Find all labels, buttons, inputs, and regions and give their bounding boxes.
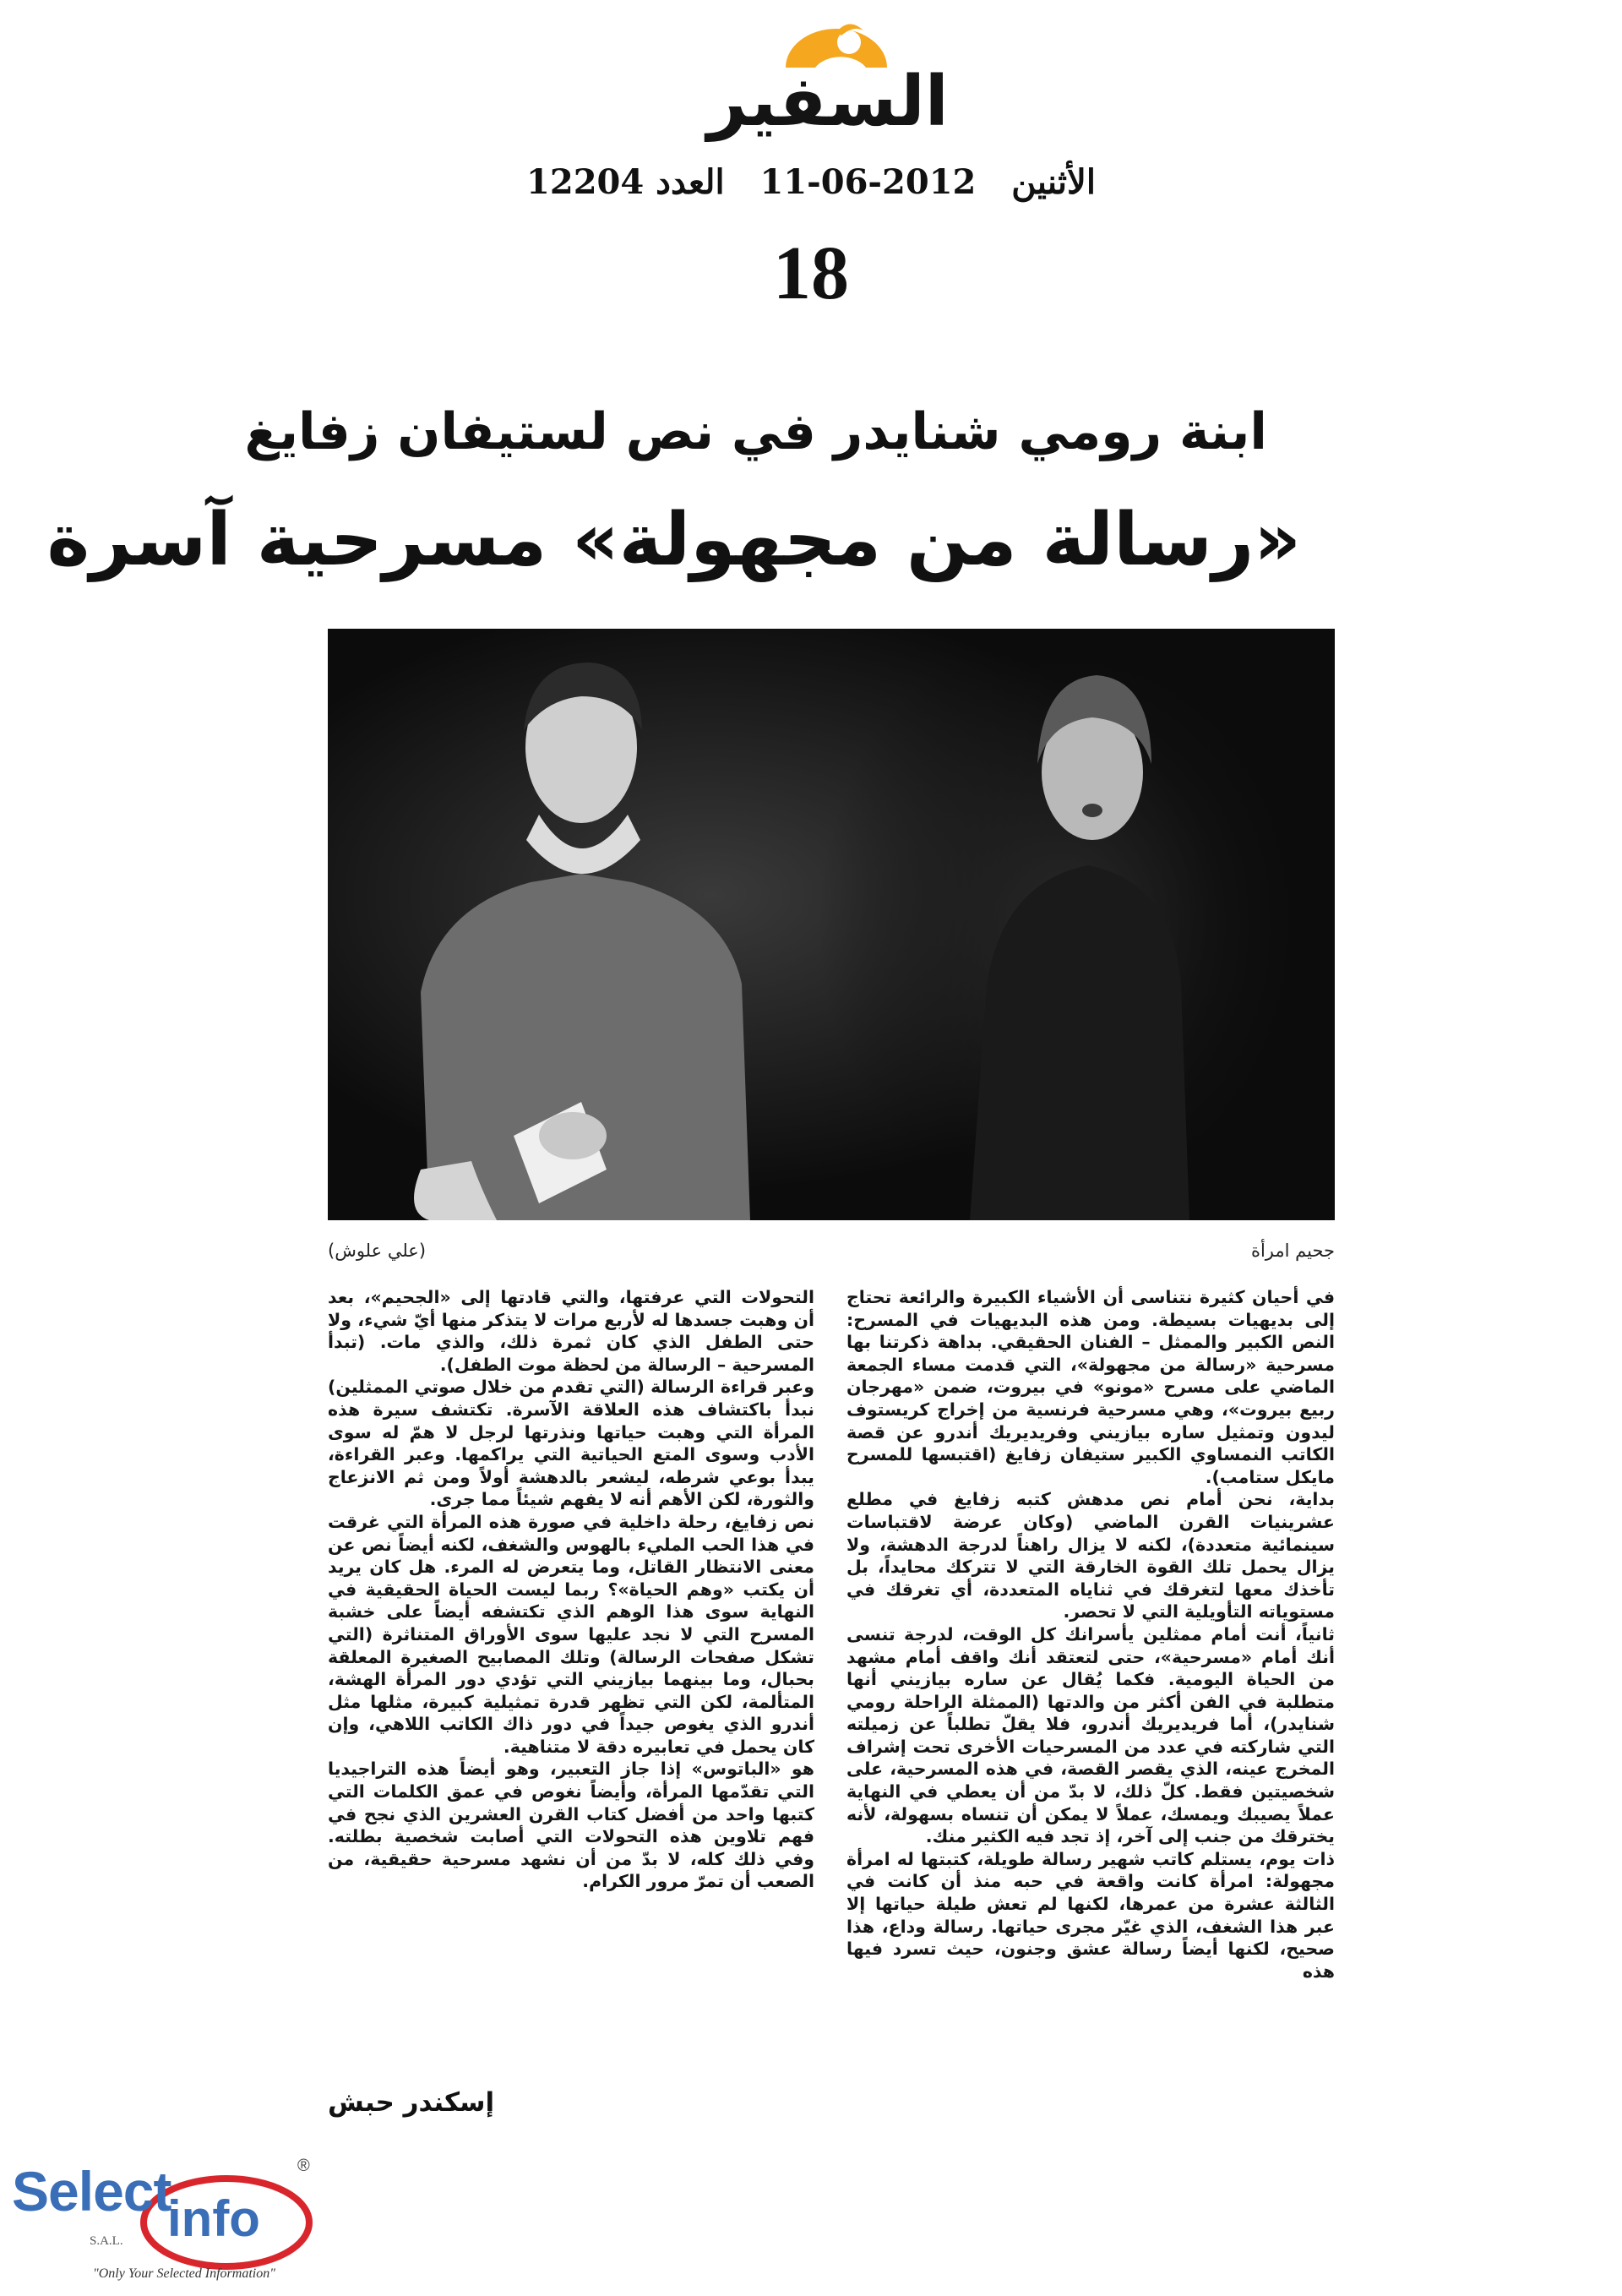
article-kicker: ابنة رومي شنايدر في نص لستيفان زفايغ — [244, 402, 1267, 461]
article-byline: إسكندر حبش — [328, 2087, 495, 2118]
logo-info-text: info — [167, 2190, 260, 2247]
paragraph: وعبر قراءة الرسالة (التي تقدم من خلال صوتي الممثلين) نبدأ باكتشاف هذه العلاقة الآسرة. تكتشف سيرة هذه المرأة التي وهبت حياتها ونذرتها لرجل لا همّ له سوى الأدب وسوى المتع الحياتية التي يراكمها. وعبر القراءة، يبدأ بوعي شرطه، ليشعر بالدهشة أولاً ومن ثم الانزعاج والثورة، لكن الأهم أنه لا يفهم شيئاً مما جرى. — [328, 1377, 814, 1510]
logo-sal-text: S.A.L. — [90, 2234, 123, 2248]
paragraph: نص زفايغ، رحلة داخلية في صورة هذه المرأة التي غرقت في هذا الحب المليء بالهوس والشغف، لكنه أيضاً نص عن معنى الانتظار القاتل، وما يتعرض له المرء. هل كان يريد أن يكتب «وهم الحياة»؟ ربما ليست الحياة الحقيقية في النهاية سوى هذا الوهم الذي تكتشفه أيضاً على خشبة المسرح التي لا نجد عليها سوى الأوراق المتناثرة (التي تشكل صفحات الرسالة) وتلك المصابيح الصغيرة المعلقة بحبال، وما بينهما بيازيني التي تؤدي دور المرأة الهشة، المتألمة، لكن التي تظهر قدرة تمثيلية كبيرة، مثلها مثل أندرو الذي يغوص جيداً في دور ذاك الكاتب اللاهي، وإن كان يحمل في تعابيره دقة لا متناهية. — [328, 1511, 814, 1757]
photo-caption: جحيم امرأة — [1250, 1241, 1335, 1261]
article-headline: «رسالة من مجهولة» مسرحية آسرة — [46, 498, 1301, 582]
page-number: 18 — [773, 232, 849, 315]
logo-tagline: "Only Your Selected Information" — [93, 2266, 275, 2281]
issue-number: العدد 12204 — [526, 162, 725, 202]
issue-date: 11-06-2012 — [759, 162, 977, 202]
registered-mark: ® — [297, 2157, 310, 2175]
select-info-logo — [5, 2157, 326, 2296]
logo-select-text: Select — [12, 2160, 171, 2222]
paragraph: هو «الباتوس» إذا جاز التعبير، وهو أيضاً هذه التراجيديا التي تقدّمها المرأة، وأيضاً نغوص في عمق الكلمات التي كتبها واحد من أفضل كتاب القرن العشرين الذي نجح في فهم تلاوين هذه التحولات التي أصابت شخصية بطلته. وفي ذلك كله، لا بدّ من أن نشهد مسرحية حقيقية، من الصعب أن تمرّ مرور الكرام. — [328, 1759, 814, 1892]
masthead — [642, 17, 1014, 144]
paragraph: التحولات التي عرفتها، والتي قادتها إلى «الجحيم»، بعد أن وهبت جسدها له لأربع مرات لا يتذكر منها أيّ شيء، ولا حتى الطفل الذي كان ثمرة ذلك، والذي مات. (تبدأ المسرحية – الرسالة من لحظة موت الطفل). — [328, 1287, 814, 1375]
article-photo — [328, 629, 1335, 1220]
paragraph: بداية، نحن أمام نص مدهش كتبه زفايغ في مطلع عشرينيات القرن الماضي (وكان عرضة لاقتباسات سينمائية متعددة)، لكنه لا يزال راهناً لدرجة الدهشة، ولا يزال يحمل تلك القوة الخارقة التي لا تتركك محايداً، بل تأخذك معها لتغرقك في ثناياه المتعددة، أي تغرقك في مستوياته التأويلية التي لا تحصر. — [846, 1489, 1335, 1622]
paragraph: ثانياً، أنت أمام ممثلين يأسرانك كل الوقت، لدرجة تنسى أنك أمام «مسرحية»، حتى لتعتقد أنك واقف أمام مشهد من الحياة اليومية. فكما يُقال عن ساره بيازيني أنها متطلبة في الفن أكثر من والدتها (الممثلة الراحلة رومي شنايدر)، أما فريديريك أندرو، فلا يقلّ تطلباً عن زميلته التي شاركته في عدد من المسرحيات الأخرى تحت إشراف المخرج عينه، الذي يقصر القصة، في هذه المسرحية، على شخصيتين فقط. كلّ ذلك، لا بدّ من أن يعطي في النهاية عملاً يصيبك ويمسك، عملاً لا يمكن أن تنساه بسهولة، لأنه يخترقك من جنب إلى آخر، إذ تجد فيه الكثير منك. — [846, 1623, 1335, 1847]
issue-line — [473, 162, 1149, 202]
stage-photo-illustration — [328, 629, 1335, 1220]
paragraph: في أحيان كثيرة نتناسى أن الأشياء الكبيرة والرائعة تحتاج إلى بديهيات بسيطة. ومن هذه البديهيات في المسرح: النص الكبير والممثل – الفنان الحقيقي. بداهة ذكرتنا بها مسرحية «رسالة من مجهولة»، التي قدمت مساء الجمعة الماضي على مسرح «مونو» في بيروت، ضمن «مهرجان ربيع بيروت»، وهي مسرحية فرنسية من إخراج كريستوف ليدون وتمثيل ساره بيازيني وفريديريك أندرو عن قصة الكاتب النمساوي الكبير ستيفان زفايغ (اقتبسها للمسرح مايكل ستامب). — [846, 1287, 1335, 1487]
article-column-left — [328, 1286, 814, 1893]
article-column-right — [846, 1286, 1335, 1982]
masthead-title: السفير — [707, 62, 949, 142]
paragraph: ذات يوم، يستلم كاتب شهير رسالة طويلة، كتبتها له امرأة مجهولة: امرأة كانت واقعة في حبه منذ أن كانت في الثالثة عشرة من عمرها، لكنها لم تعش طيلة حياتها إلا عبر هذا الشغف، الذي غيّر مجرى حياتها. رسالة وداع، هذا صحيح، لكنها أيضاً رسالة عشق وجنون، حيث تسرد فيها هذه — [846, 1848, 1335, 1982]
issue-day: الأثنين — [1011, 162, 1096, 202]
photo-credit: (علي علوش) — [328, 1241, 427, 1261]
